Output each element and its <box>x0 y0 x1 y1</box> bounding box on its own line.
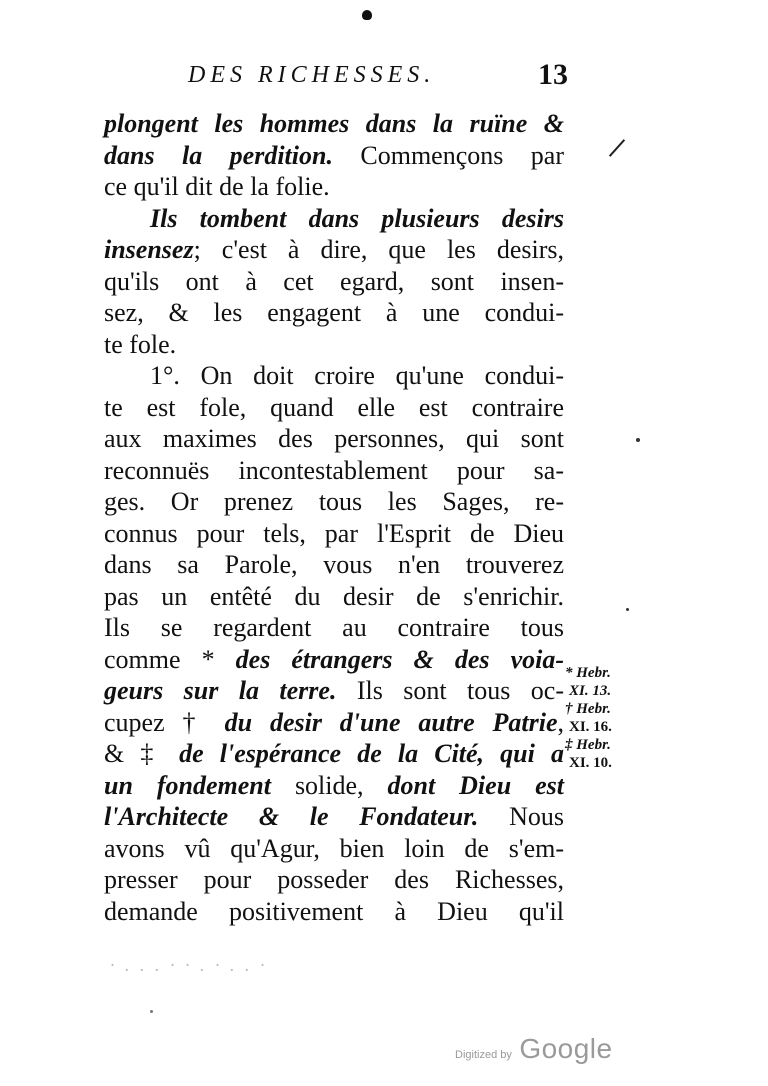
text-line-16: pas un entêté du desir de s'enrichir. <box>104 581 564 611</box>
margin-notes <box>565 664 640 772</box>
text-line-26: demande positivement à Dieu qu'il <box>104 896 564 926</box>
running-title: DES RICHESSES. <box>188 62 436 88</box>
text-line-6: qu'ils ont à cet egard, sont insen- <box>104 266 564 296</box>
text-line-21: & ‡ de l'espérance de la Cité, qui a <box>104 739 564 768</box>
text-line-8: te fole. <box>104 329 177 359</box>
text-line-10: te est fole, quand elle est contraire <box>104 392 564 422</box>
page-header <box>188 58 568 98</box>
text-line-1: plongent les hommes dans la ruïne & <box>104 109 564 138</box>
margin-note-6: XI. 10. <box>569 755 612 771</box>
margin-pencil-mark <box>609 139 625 157</box>
bleed-through-noise: · . . . · · . · . . · <box>110 955 268 975</box>
page-speck <box>150 1010 153 1013</box>
watermark-brand: Google <box>519 1033 613 1064</box>
text-line-15: dans sa Parole, vous n'en trouverez <box>104 550 564 579</box>
text-line-5: insensez; c'est à dire, que les desirs, <box>104 235 564 264</box>
text-line-18: comme * des étrangers & des voia- <box>104 644 564 674</box>
margin-note-4: XI. 16. <box>569 719 612 735</box>
margin-note-3: † Hebr. <box>565 701 611 717</box>
margin-dot <box>626 608 629 611</box>
text-line-11: aux maximes des personnes, qui sont <box>104 424 564 453</box>
margin-note-2: XI. 13. <box>569 683 612 699</box>
digitized-watermark <box>455 1033 613 1065</box>
text-line-3: ce qu'il dit de la folie. <box>104 172 330 201</box>
text-line-2: dans la perdition. Commençons par <box>104 140 564 170</box>
text-line-23: l'Architecte & le Fondateur. Nous <box>104 802 564 831</box>
margin-note-1: * Hebr. <box>565 665 611 681</box>
margin-note-5: ‡ Hebr. <box>565 737 611 753</box>
text-line-7: sez, & les engagent à une condui- <box>104 298 564 327</box>
body-text <box>104 108 564 927</box>
text-line-25: presser pour posseder des Richesses, <box>104 865 564 894</box>
text-line-17: Ils se regardent au contraire tous <box>104 613 564 642</box>
text-line-9: 1°. On doit croire qu'une condui- <box>150 361 564 390</box>
margin-dot <box>636 438 640 442</box>
watermark-prefix: Digitized by <box>455 1049 512 1061</box>
text-line-13: ges. Or prenez tous les Sages, re- <box>104 487 564 516</box>
text-line-12: reconnuës incontestablement pour sa- <box>104 455 564 485</box>
text-line-19: geurs sur la terre. Ils sont tous oc- <box>104 676 564 705</box>
text-line-14: connus pour tels, par l'Esprit de Dieu <box>104 518 564 548</box>
text-line-20: cupez † du desir d'une autre Patrie, <box>104 707 564 737</box>
top-ornament-mark <box>362 10 372 20</box>
page-number: 13 <box>538 58 568 91</box>
text-line-24: avons vû qu'Agur, bien loin de s'em- <box>104 833 564 863</box>
text-line-4: Ils tombent dans plusieurs desirs <box>150 203 564 233</box>
text-line-22: un fondement solide, dont Dieu est <box>104 770 564 800</box>
